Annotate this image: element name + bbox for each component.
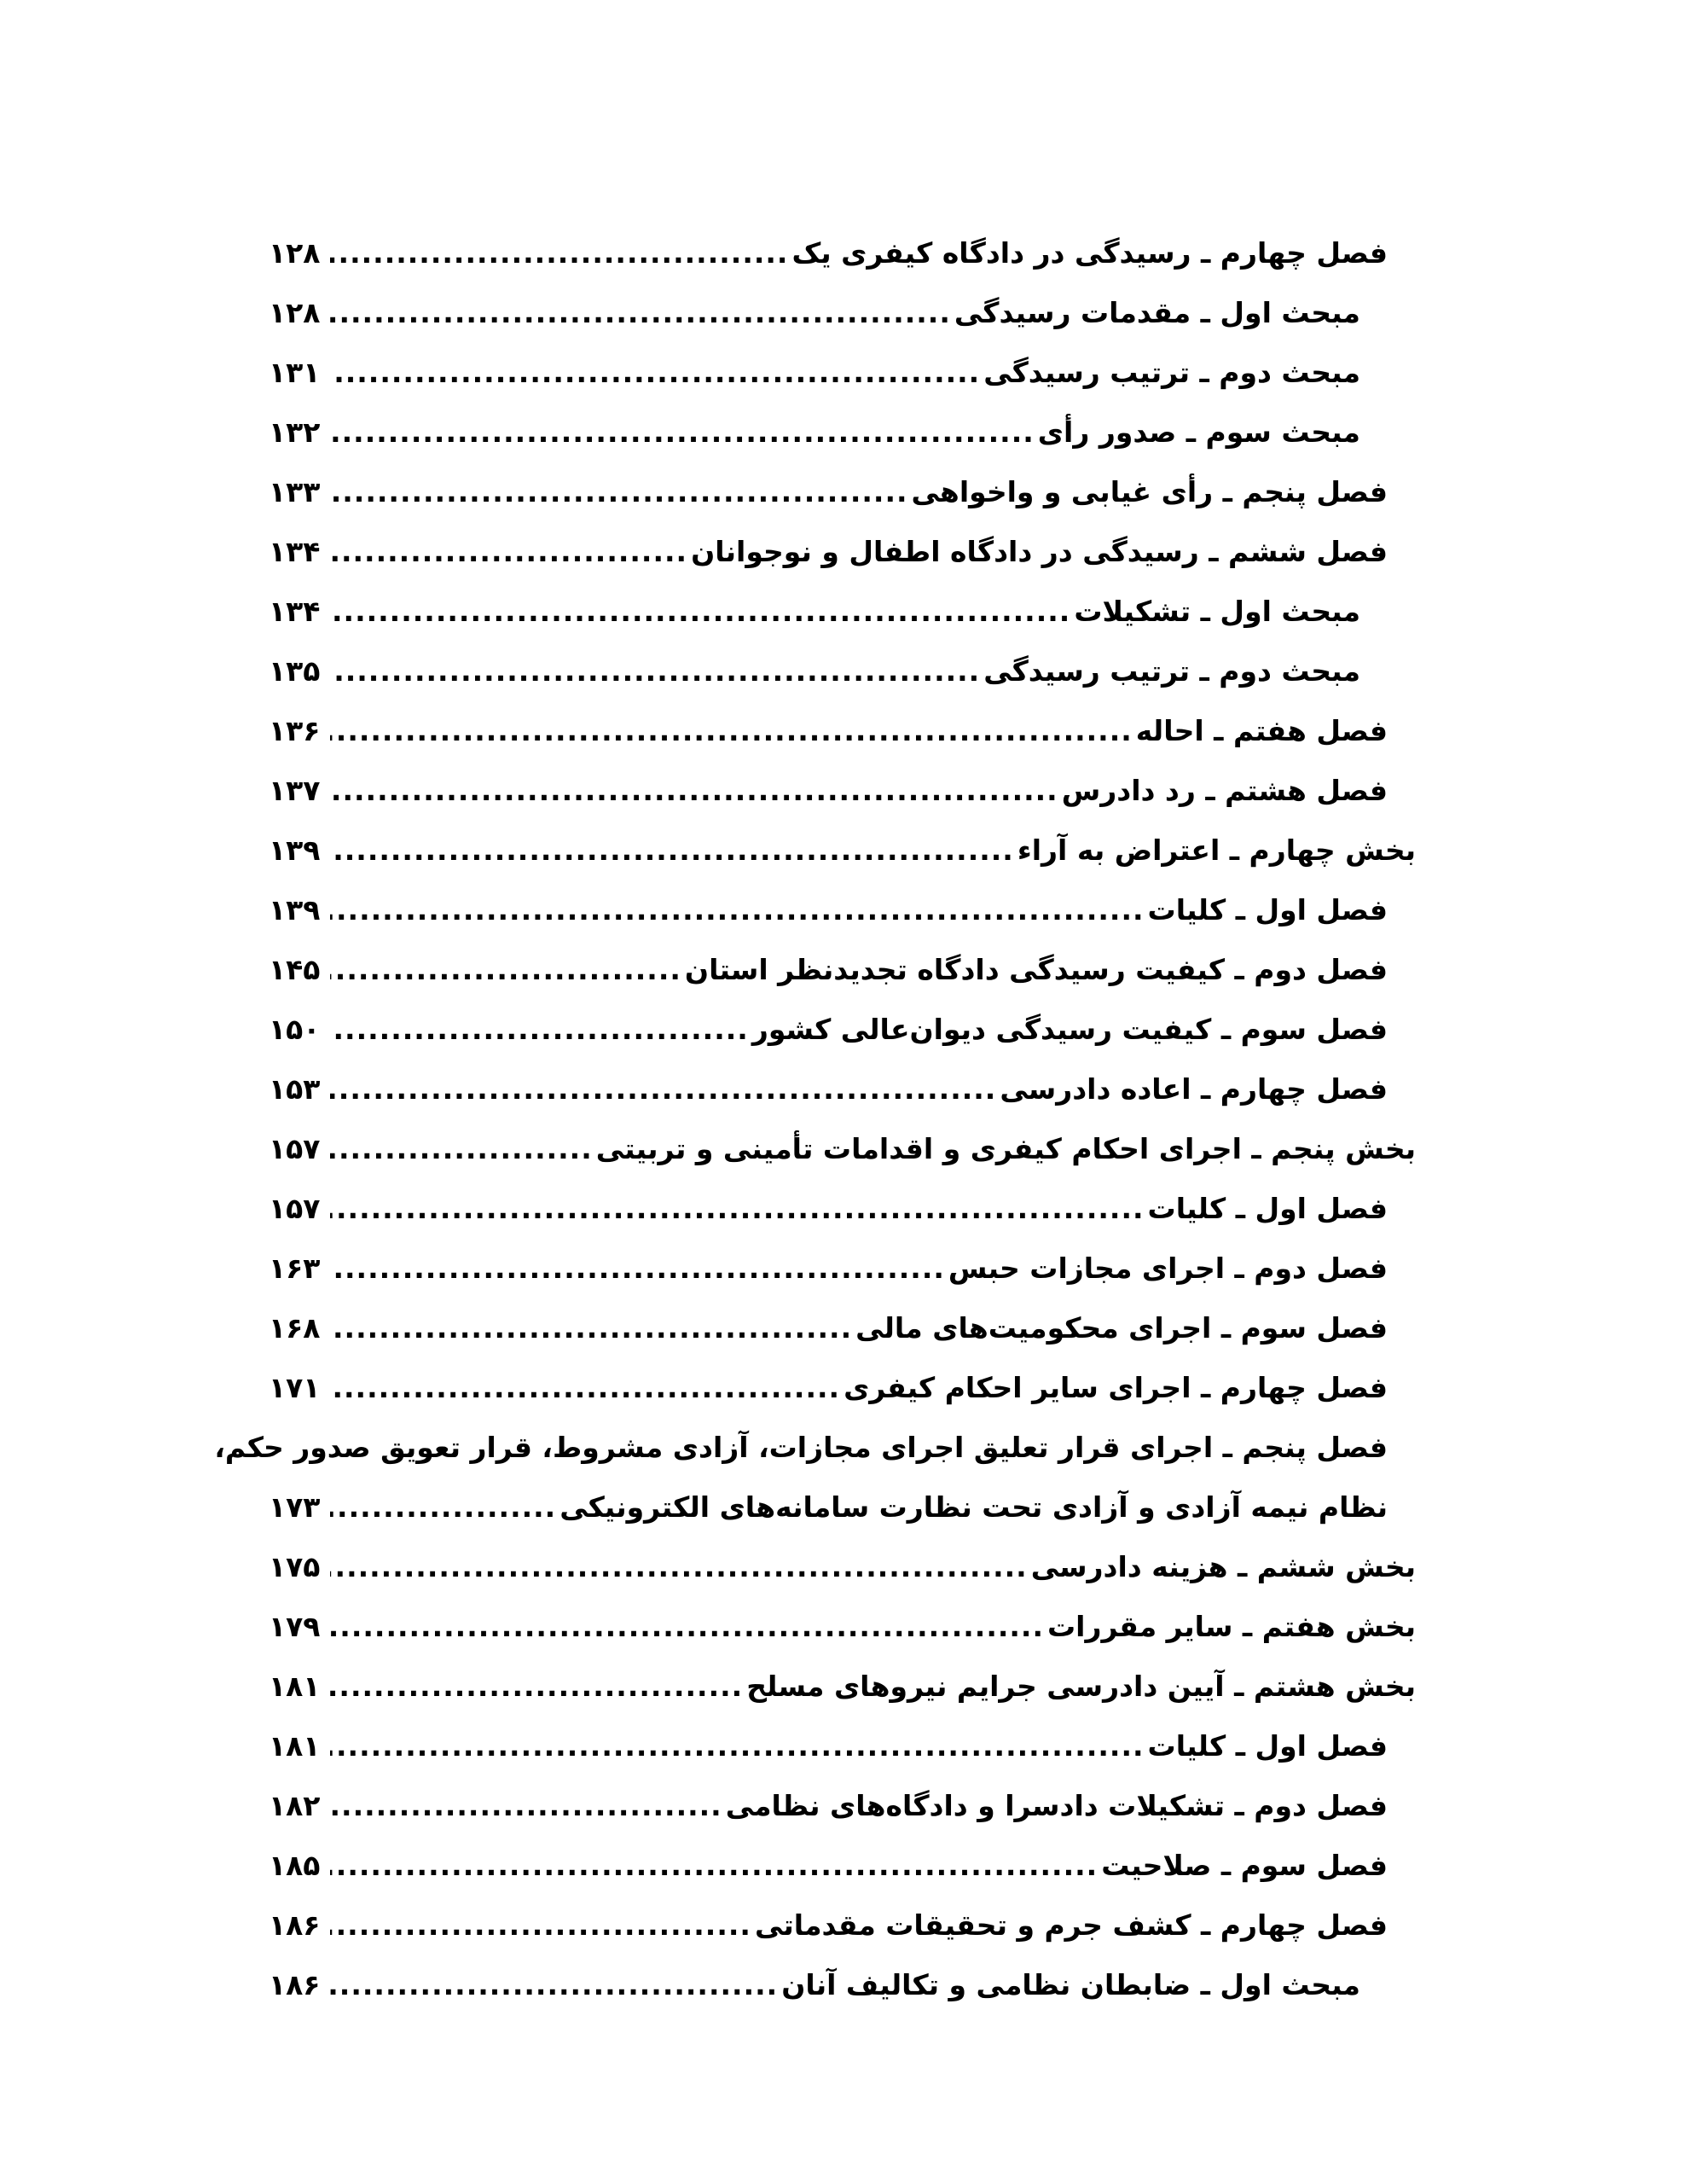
toc-entry[interactable]: [269, 1716, 1416, 1776]
toc-entry-page: ۱۵۳: [269, 1072, 321, 1106]
toc-entry-page: ۱۸۵: [269, 1849, 321, 1882]
table-of-contents: [214, 224, 1416, 2015]
toc-entry-title: مبحث دوم ـ ترتیب رسیدگی: [983, 654, 1360, 688]
toc-entry-title: بخش چهارم ـ اعتراض به آراء: [1017, 834, 1416, 867]
toc-entry-page: ۱۷۵: [269, 1550, 321, 1583]
toc-entry[interactable]: [269, 462, 1416, 522]
toc-entry[interactable]: [269, 224, 1416, 283]
dot-leader: [330, 403, 1035, 462]
toc-entry-title: مبحث اول ـ تشکیلات: [1074, 595, 1360, 628]
toc-entry-title: نظام نیمه آزادی و آزادی تحت نظارت سامانه‌های الکترونیکی: [559, 1490, 1388, 1524]
toc-entry-title: فصل دوم ـ کیفیت رسیدگی دادگاه تجدیدنظر استان: [684, 953, 1388, 986]
dot-leader: [330, 1060, 996, 1119]
toc-entry[interactable]: [269, 701, 1416, 761]
toc-entry-title: فصل سوم ـ کیفیت رسیدگی دیوان‌عالی کشور: [751, 1013, 1388, 1046]
toc-entry[interactable]: [269, 642, 1416, 701]
toc-entry[interactable]: [269, 1657, 1416, 1716]
toc-entry[interactable]: [269, 1896, 1416, 1955]
dot-leader: [330, 821, 1014, 880]
toc-entry-page: ۱۸۶: [269, 1968, 321, 2001]
toc-entry[interactable]: [269, 343, 1416, 403]
toc-entry-title: فصل چهارم ـ اعاده دادرسی: [1000, 1072, 1388, 1106]
toc-entry-title: فصل هفتم ـ احاله: [1135, 714, 1388, 747]
dot-leader: [330, 1716, 1145, 1776]
dot-leader: [330, 880, 1145, 940]
toc-entry-title: فصل هشتم ـ رد دادرس: [1061, 774, 1388, 807]
toc-entry-page: ۱۸۱: [269, 1729, 321, 1763]
toc-entry-title: مبحث دوم ـ ترتیب رسیدگی: [983, 356, 1360, 389]
toc-entry-page: ۱۳۳: [269, 475, 321, 508]
toc-entry-page: ۱۸۲: [269, 1789, 321, 1822]
toc-entry-title: فصل اول ـ کلیات: [1147, 893, 1388, 926]
toc-entry-title: فصل دوم ـ تشکیلات دادسرا و دادگاه‌های نظامی: [725, 1789, 1388, 1822]
toc-entry-page: ۱۷۳: [269, 1490, 321, 1524]
toc-entry-page: ۱۳۷: [269, 774, 321, 807]
toc-entry[interactable]: [269, 1239, 1416, 1298]
toc-entry-title: فصل دوم ـ اجرای مجازات حبس: [948, 1252, 1388, 1285]
dot-leader: [330, 462, 908, 522]
dot-leader: [330, 1537, 1028, 1597]
toc-entry[interactable]: [269, 522, 1416, 582]
toc-entry[interactable]: [269, 1298, 1416, 1358]
toc-entry-title: مبحث اول ـ ضابطان نظامی و تکالیف آنان: [781, 1968, 1360, 2001]
toc-entry-page: ۱۳۶: [269, 714, 321, 747]
dot-leader: [330, 642, 980, 701]
toc-entry-title: بخش ششم ـ هزینه دادرسی: [1030, 1550, 1416, 1583]
toc-entry-page: ۱۳۴: [269, 595, 321, 628]
dot-leader: [330, 1239, 945, 1298]
toc-entry-title: فصل اول ـ کلیات: [1147, 1192, 1388, 1225]
dot-leader: [330, 1896, 751, 1955]
toc-entry-page: ۱۳۲: [269, 415, 321, 449]
toc-entry[interactable]: [269, 1537, 1416, 1597]
toc-entry-page: ۱۳۵: [269, 654, 321, 688]
dot-leader: [330, 1119, 593, 1179]
toc-entry[interactable]: [214, 1418, 1416, 1478]
toc-entry-page: ۱۸۱: [269, 1670, 321, 1703]
toc-entry[interactable]: [269, 582, 1416, 642]
toc-entry-title: فصل پنجم ـ اجرای قرار تعلیق اجرای مجازات، آزادی مشروط، قرار تعویق صدور حکم،: [214, 1431, 1388, 1464]
toc-entry-page: ۱۷۱: [269, 1371, 321, 1404]
toc-entry[interactable]: [269, 821, 1416, 880]
dot-leader: [330, 1478, 556, 1537]
toc-entry-title: بخش هشتم ـ آیین دادرسی جرایم نیروهای مسلح: [746, 1670, 1416, 1703]
dot-leader: [330, 283, 951, 343]
toc-entry[interactable]: [269, 761, 1416, 821]
toc-entry-page: ۱۵۷: [269, 1192, 321, 1225]
toc-entry[interactable]: [269, 1179, 1416, 1239]
dot-leader: [330, 343, 980, 403]
toc-entry[interactable]: [269, 1060, 1416, 1119]
toc-entry-page: ۱۳۹: [269, 834, 321, 867]
toc-entry-title: فصل پنجم ـ رأی غیابی و واخواهی: [911, 475, 1388, 508]
toc-entry-title: بخش هفتم ـ سایر مقررات: [1047, 1610, 1416, 1643]
toc-entry-page: ۱۳۹: [269, 893, 321, 926]
dot-leader: [330, 1179, 1145, 1239]
toc-entry-title: بخش پنجم ـ اجرای احکام کیفری و اقدامات تأمینی و تربیتی: [595, 1132, 1416, 1165]
dot-leader: [330, 582, 1070, 642]
dot-leader: [330, 1955, 778, 2015]
toc-entry[interactable]: [269, 880, 1416, 940]
dot-leader: [330, 1597, 1044, 1657]
toc-entry-title: فصل چهارم ـ کشف جرم و تحقیقات مقدماتی: [754, 1908, 1388, 1942]
toc-entry[interactable]: [269, 1597, 1416, 1657]
toc-entry[interactable]: [269, 1358, 1416, 1418]
dot-leader: [330, 1657, 743, 1716]
toc-entry[interactable]: [269, 940, 1416, 1000]
toc-entry[interactable]: [269, 1119, 1416, 1179]
dot-leader: [330, 522, 687, 582]
toc-entry[interactable]: [269, 403, 1416, 462]
dot-leader: [330, 1776, 722, 1836]
toc-entry-title: فصل چهارم ـ اجرای سایر احکام کیفری: [844, 1371, 1388, 1404]
toc-entry-title: مبحث اول ـ مقدمات رسیدگی: [954, 296, 1360, 329]
dot-leader: [330, 940, 681, 1000]
toc-entry-page: ۱۳۴: [269, 535, 321, 568]
dot-leader: [330, 1000, 749, 1060]
toc-entry-page: ۱۶۸: [269, 1311, 321, 1345]
toc-entry[interactable]: [269, 1776, 1416, 1836]
toc-entry-page: ۱۵۷: [269, 1132, 321, 1165]
dot-leader: [330, 1836, 1098, 1896]
toc-entry[interactable]: [269, 1000, 1416, 1060]
toc-entry-title: مبحث سوم ـ صدور رأی: [1037, 415, 1360, 449]
toc-entry-page: ۱۵۰: [269, 1013, 321, 1046]
dot-leader: [330, 701, 1133, 761]
toc-entry-page: ۱۳۱: [269, 356, 321, 389]
toc-entry-page: ۱۴۵: [269, 953, 321, 986]
toc-entry-title: فصل اول ـ کلیات: [1147, 1729, 1388, 1763]
dot-leader: [330, 1298, 852, 1358]
toc-entry[interactable]: [269, 1478, 1416, 1537]
dot-leader: [330, 224, 788, 283]
toc-entry-title: فصل سوم ـ اجرای محکومیت‌های مالی: [855, 1311, 1388, 1345]
toc-entry-title: فصل ششم ـ رسیدگی در دادگاه اطفال و نوجوانان: [691, 535, 1388, 568]
toc-entry-page: ۱۲۸: [269, 296, 321, 329]
dot-leader: [330, 761, 1058, 821]
toc-entry-page: ۱۲۸: [269, 236, 321, 270]
toc-entry[interactable]: [269, 1836, 1416, 1896]
dot-leader: [330, 1358, 840, 1418]
toc-entry-page: ۱۶۳: [269, 1252, 321, 1285]
toc-entry[interactable]: [269, 1955, 1416, 2015]
toc-entry-page: ۱۷۹: [269, 1610, 321, 1643]
toc-entry-page: ۱۸۶: [269, 1908, 321, 1942]
toc-entry-title: فصل چهارم ـ رسیدگی در دادگاه کیفری یک: [791, 236, 1388, 270]
toc-entry-title: فصل سوم ـ صلاحیت: [1101, 1849, 1388, 1882]
toc-entry[interactable]: [269, 283, 1416, 343]
